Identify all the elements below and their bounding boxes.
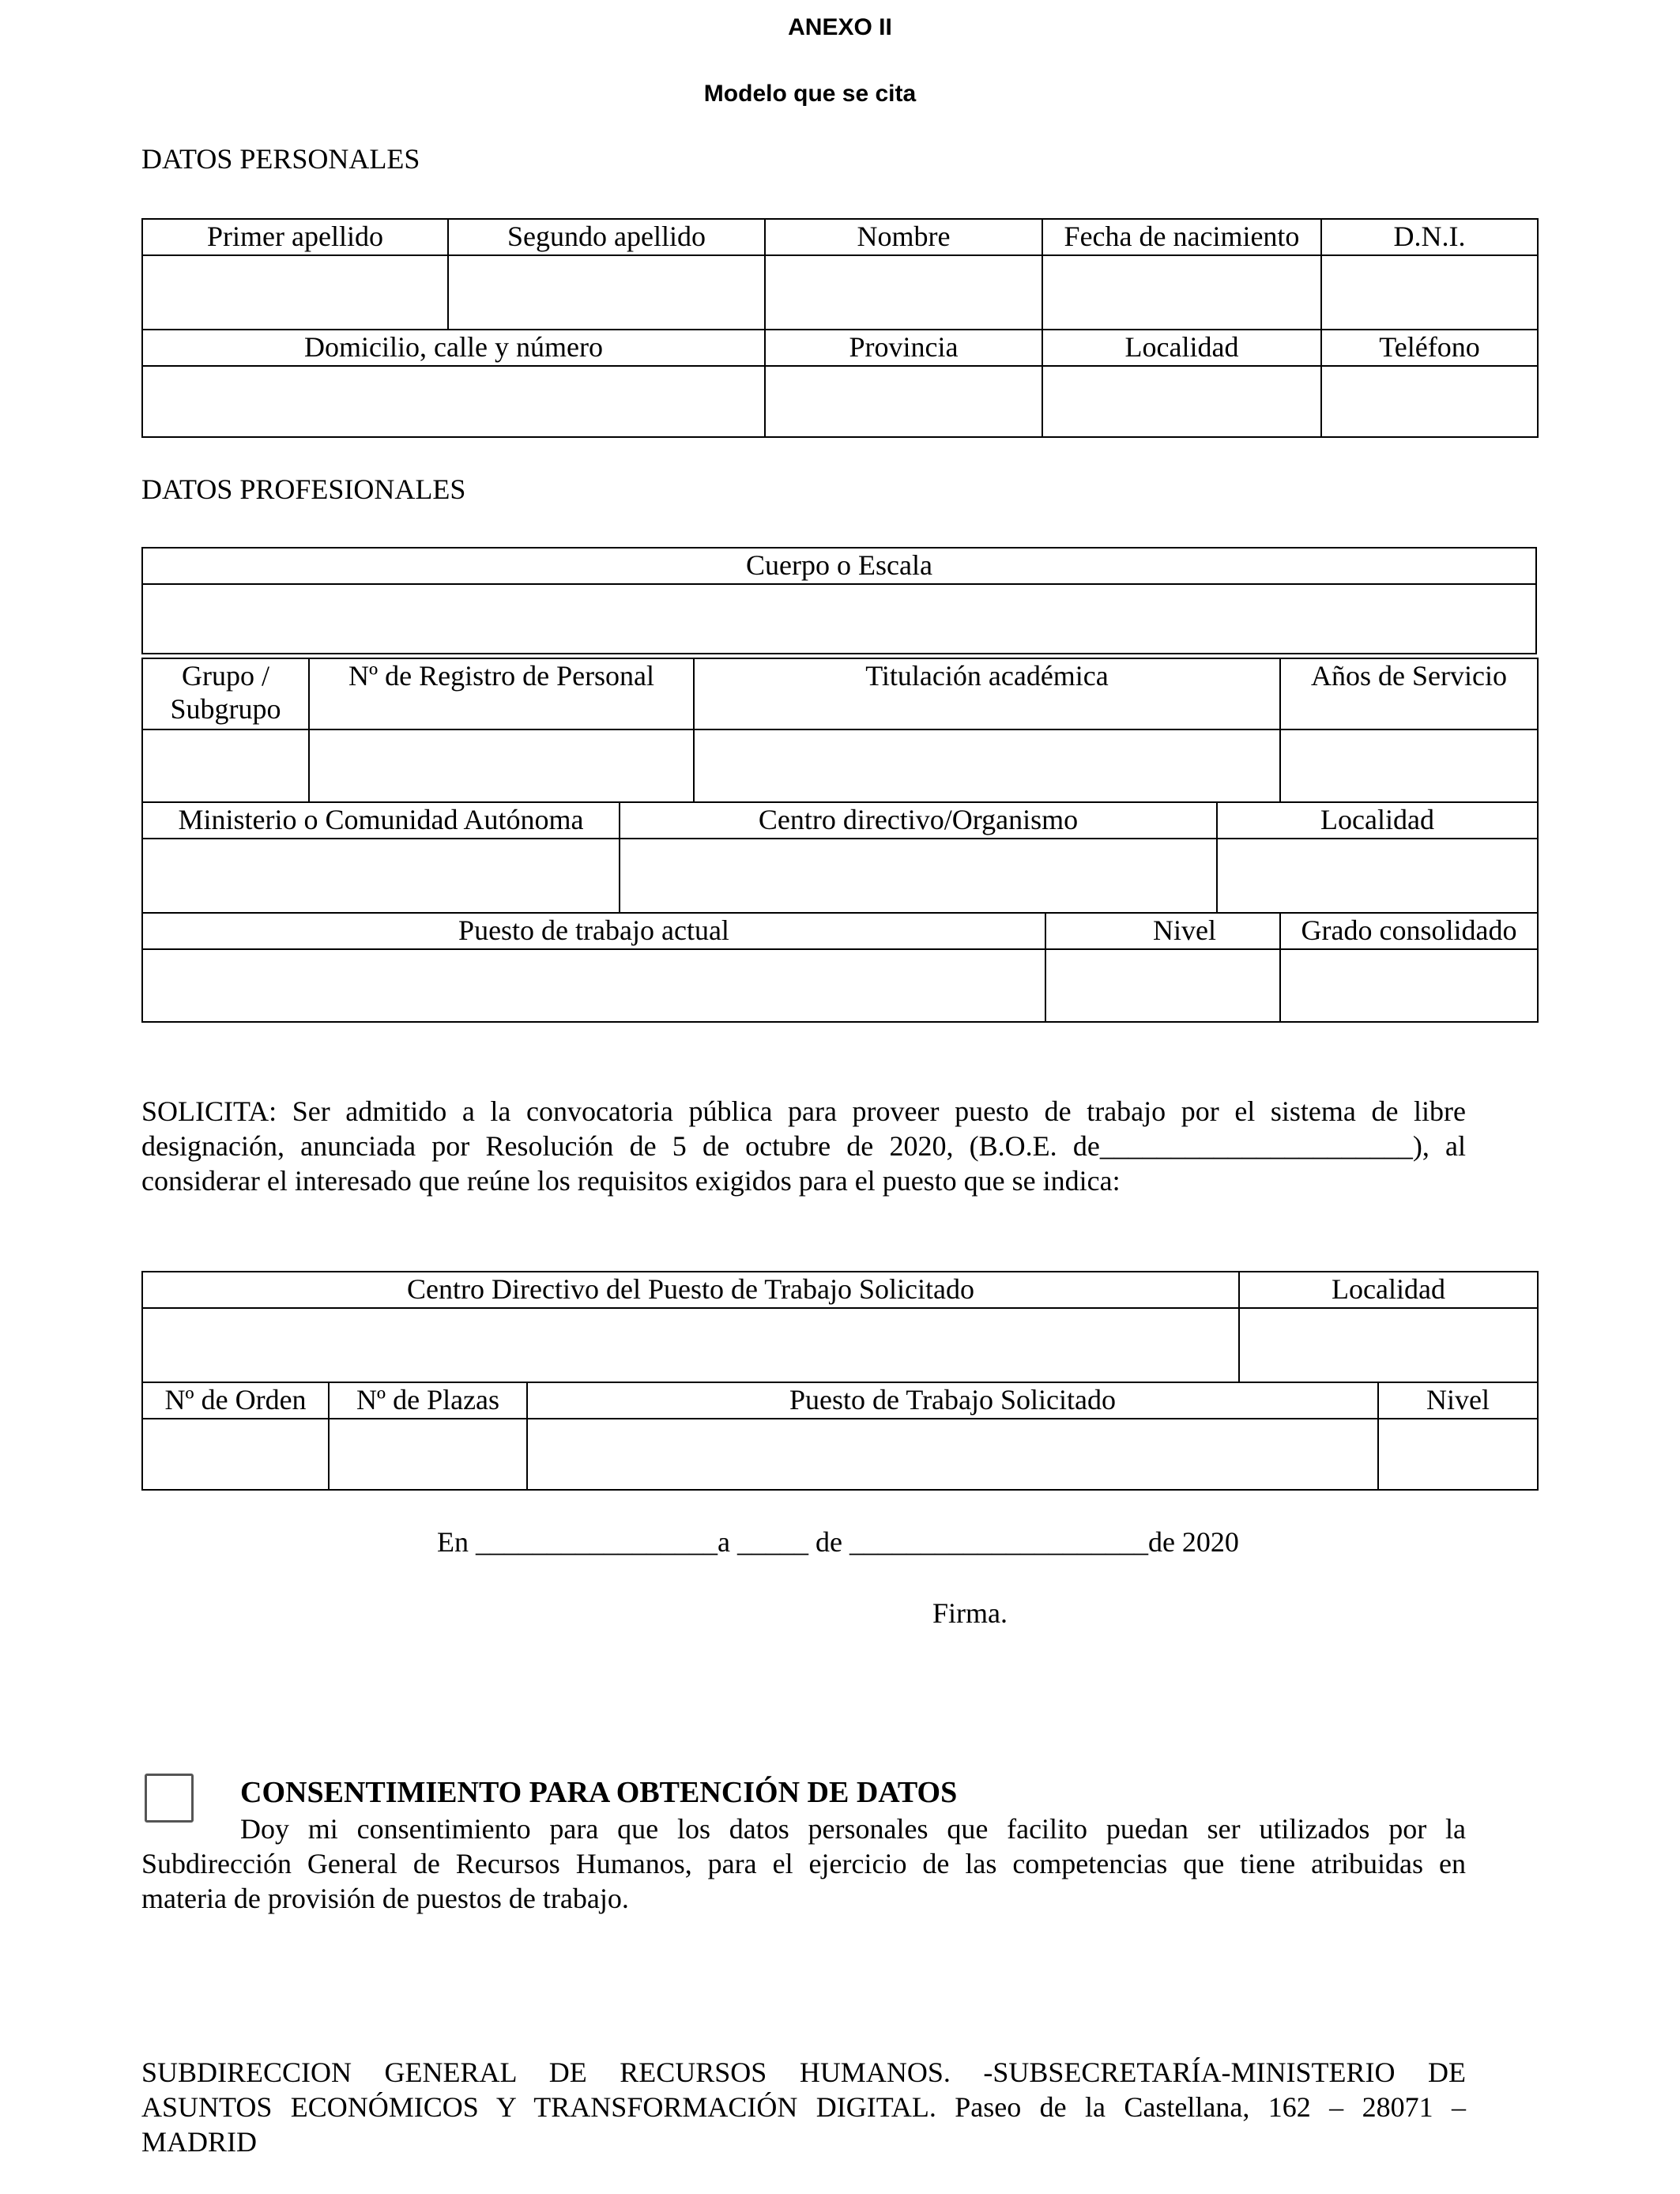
field-centro-solicitado[interactable] [142,1308,1239,1382]
solicita-line: considerar el interesado que reúne los requisitos exigidos para el puesto que se indica: [141,1165,1121,1197]
field-localidad-solicitada[interactable] [1239,1308,1538,1382]
field-puesto-actual[interactable] [142,949,1045,1022]
field-registro-personal[interactable] [309,729,694,802]
field-dni[interactable] [1321,255,1538,330]
field-telefono[interactable] [1321,366,1538,437]
header-fecha-nacimiento: Fecha de nacimiento [1042,219,1321,255]
annex-subtitle: Modelo que se cita [703,81,917,107]
header-registro-personal: Nº de Registro de Personal [309,658,694,729]
header-domicilio: Domicilio, calle y número [142,330,765,366]
header-puesto-solicitado: Puesto de Trabajo Solicitado [527,1382,1378,1419]
field-nivel[interactable] [1045,949,1280,1022]
consent-line: Subdirección General de Recursos Humanos, para el ejercicio de las competencias que tiene atribuidas en [141,1848,1466,1879]
header-anos-servicio: Años de Servicio [1280,658,1538,729]
field-provincia[interactable] [765,366,1042,437]
professional-puesto-table [141,912,1539,1023]
solicita-paragraph [141,1094,1466,1198]
header-grupo-subgrupo: Grupo / Subgrupo [142,658,309,729]
signature-label: Firma. [932,1597,1008,1629]
header-primer-apellido: Primer apellido [142,219,448,255]
header-grado-consolidado: Grado consolidado [1280,913,1538,949]
field-grupo-subgrupo[interactable] [142,729,309,802]
field-puesto-solicitado[interactable] [527,1419,1378,1490]
field-primer-apellido[interactable] [142,255,448,330]
requested-puesto-table [141,1382,1539,1491]
date-line: En _________________a _____ de _____________________de 2020 [437,1526,1239,1558]
header-localidad-prof: Localidad [1217,802,1538,839]
field-segundo-apellido[interactable] [448,255,765,330]
header-centro-directivo: Centro directivo/Organismo [620,802,1217,839]
header-segundo-apellido: Segundo apellido [448,219,765,255]
consent-title: CONSENTIMIENTO PARA OBTENCIÓN DE DATOS [240,1776,958,1809]
header-titulacion: Titulación académica [694,658,1280,729]
field-domicilio[interactable] [142,366,765,437]
section-heading-professional: DATOS PROFESIONALES [141,473,466,505]
header-nivel-solicitado: Nivel [1378,1382,1538,1419]
header-dni: D.N.I. [1321,219,1538,255]
consent-line: materia de provisión de puestos de trabajo. [141,1883,629,1914]
footer-address [141,2055,1466,2159]
header-nombre: Nombre [765,219,1042,255]
header-provincia: Provincia [765,330,1042,366]
field-n-plazas[interactable] [329,1419,527,1490]
solicita-line: designación, anunciada por Resolución de 5 de octubre de 2020, (B.O.E. de______________________), al [141,1130,1466,1162]
field-fecha-nacimiento[interactable] [1042,255,1321,330]
solicita-line: SOLICITA: Ser admitido a la convocatoria pública para proveer puesto de trabajo por el sistema de libre [141,1095,1466,1127]
field-nombre[interactable] [765,255,1042,330]
header-n-plazas: Nº de Plazas [329,1382,527,1419]
footer-line: ASUNTOS ECONÓMICOS Y TRANSFORMACIÓN DIGITAL. Paseo de la Castellana, 162 – 28071 – [141,2091,1466,2123]
header-n-orden: Nº de Orden [142,1382,329,1419]
requested-centro-table [141,1271,1539,1383]
header-cuerpo-escala: Cuerpo o Escala [142,548,1536,584]
consent-paragraph [141,1811,1466,1916]
annex-title: ANEXO II [788,14,892,40]
personal-data-table [141,218,1539,438]
header-ministerio: Ministerio o Comunidad Autónoma [142,802,620,839]
consent-line: Doy mi consentimiento para que los datos personales que facilito puedan ser utilizados por la [240,1813,1466,1845]
field-n-orden[interactable] [142,1419,329,1490]
professional-ministerio-table [141,801,1539,914]
professional-grupo-table [141,658,1539,803]
section-heading-personal: DATOS PERSONALES [141,143,420,175]
field-grado-consolidado[interactable] [1280,949,1538,1022]
field-centro-directivo[interactable] [620,839,1217,913]
header-puesto-actual: Puesto de trabajo actual [142,913,1045,949]
field-titulacion[interactable] [694,729,1280,802]
header-centro-solicitado: Centro Directivo del Puesto de Trabajo Solicitado [142,1272,1239,1308]
header-localidad: Localidad [1042,330,1321,366]
field-cuerpo-escala[interactable] [142,584,1536,654]
professional-cuerpo-table [141,547,1537,654]
footer-line: SUBDIRECCION GENERAL DE RECURSOS HUMANOS. -SUBSECRETARÍA-MINISTERIO DE [141,2056,1466,2088]
field-nivel-solicitado[interactable] [1378,1419,1538,1490]
field-localidad[interactable] [1042,366,1321,437]
field-anos-servicio[interactable] [1280,729,1538,802]
header-localidad-solicitada: Localidad [1239,1272,1538,1308]
field-ministerio[interactable] [142,839,620,913]
header-telefono: Teléfono [1321,330,1538,366]
footer-line: MADRID [141,2126,258,2158]
header-nivel: Nivel [1045,913,1280,949]
field-localidad-prof[interactable] [1217,839,1538,913]
